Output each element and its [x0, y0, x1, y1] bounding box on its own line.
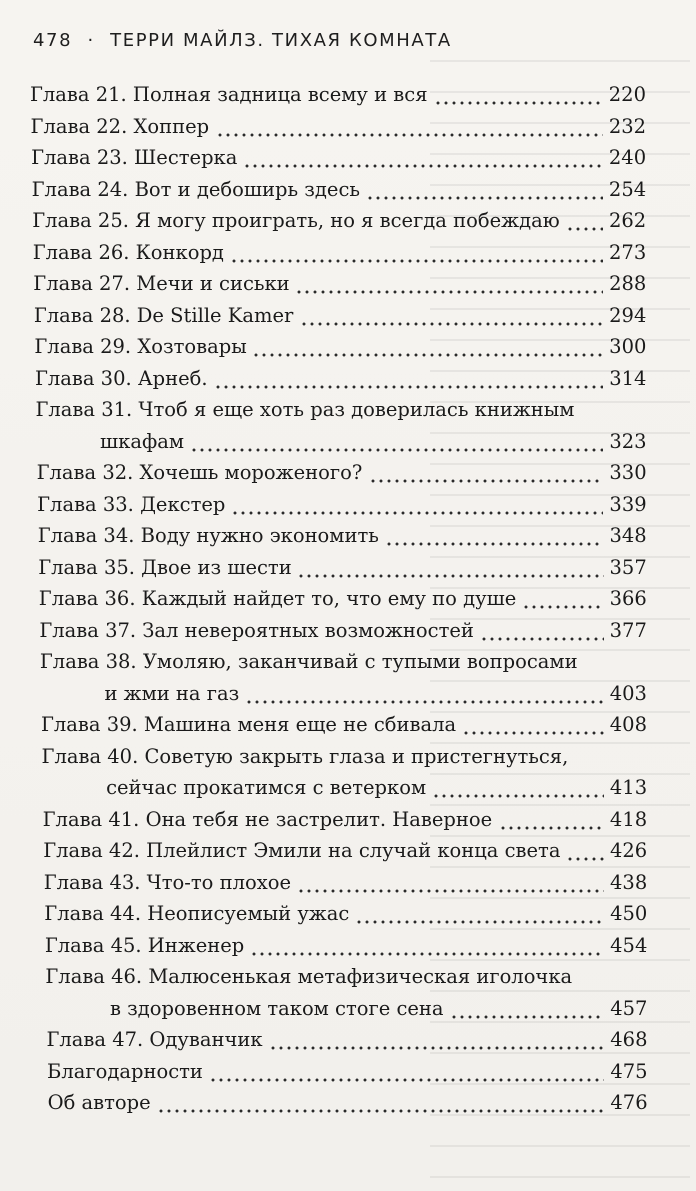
- dot-leader: [190, 448, 603, 452]
- toc-page-number: 330: [609, 461, 647, 484]
- toc-page-number: 294: [609, 303, 647, 327]
- dot-leader: [295, 290, 603, 294]
- toc-entry-title: Глава 40. Советую закрыть глаза и пристегнуться,: [41, 744, 569, 768]
- toc-entry-title: Глава 36. Каждый найдет то, что ему по душе: [38, 587, 517, 610]
- dot-leader: [355, 920, 604, 924]
- toc-page-number: 418: [609, 807, 648, 831]
- toc-page-number: 438: [610, 870, 648, 894]
- toc-entry-title: Глава 31. Чтоб я еще хоть раз доверилась книжным: [35, 398, 575, 421]
- toc-page-number: 377: [609, 618, 647, 642]
- running-title: ТЕРРИ МАЙЛЗ. ТИХАЯ КОМНАТА: [110, 30, 452, 51]
- toc-page-number: 262: [608, 209, 647, 232]
- toc-page-number: 475: [610, 1059, 648, 1083]
- dot-leader: [385, 542, 603, 546]
- toc-entry-title: Глава 28. De Stille Kamer: [33, 303, 294, 327]
- toc-page-number: 408: [609, 713, 647, 736]
- toc-page-number: 413: [609, 776, 648, 799]
- toc-entry-title: Глава 43. Что-то плохое: [43, 870, 292, 894]
- dot-leader: [462, 731, 604, 735]
- toc-entry-title: Глава 46. Малюсенькая метафизическая иголочка: [45, 965, 573, 988]
- toc-entry-title: Глава 42. Плейлист Эмили на случай конца света: [43, 839, 561, 862]
- toc-entry-title: Глава 24. Вот и дебоширь здесь: [31, 177, 360, 201]
- toc-entry-title: Глава 29. Хозтовары: [34, 335, 247, 358]
- toc-entry-title: Глава 41. Она тебя не застрелит. Наверное: [42, 807, 493, 831]
- toc-entry-title: Глава 37. Зал невероятных возможностей: [39, 618, 474, 642]
- toc-entry-title: Об авторе: [47, 1091, 151, 1114]
- dot-leader: [480, 637, 604, 641]
- toc-entry-title-continued: в здоровенном таком стоге сена: [109, 996, 444, 1020]
- toc-entry-title: Глава 47. Одуванчик: [46, 1028, 263, 1051]
- toc-page-number: 357: [609, 555, 647, 579]
- dot-leader: [297, 889, 604, 893]
- toc-entry-title: Глава 26. Конкорд: [32, 240, 224, 264]
- toc-page-number: 254: [608, 177, 647, 201]
- dot-leader: [499, 826, 604, 830]
- toc-page-number: 339: [609, 492, 647, 516]
- dot-leader: [269, 1046, 604, 1050]
- toc-entry-title: Благодарности: [47, 1059, 203, 1083]
- dot-leader: [250, 952, 604, 956]
- dot-leader: [297, 574, 604, 578]
- dot-leader: [522, 605, 604, 609]
- toc-entry-title-continued: и жми на газ: [104, 681, 240, 705]
- toc-entry-title: Глава 44. Неописуемый ужас: [44, 902, 350, 925]
- toc-entry-title: Глава 33. Декстер: [37, 492, 226, 516]
- dot-leader: [231, 511, 603, 515]
- toc-entry-title: Глава 45. Инженер: [44, 933, 245, 957]
- toc-entry-title: Глава 35. Двое из шести: [38, 555, 292, 579]
- toc-entry-title: Глава 23. Шестерка: [31, 146, 238, 169]
- toc-page-number: 454: [610, 933, 648, 957]
- toc-page-number: 348: [609, 524, 647, 547]
- toc-page-number: 366: [609, 587, 647, 610]
- toc-page-number: 314: [609, 366, 647, 390]
- toc-page-number: 450: [610, 902, 648, 925]
- dot-leader: [369, 479, 603, 483]
- dot-leader: [432, 794, 604, 798]
- toc-entry-title: Глава 22. Хоппер: [30, 114, 210, 138]
- toc-page-number: 476: [610, 1091, 648, 1114]
- dot-leader: [243, 164, 603, 168]
- toc-page-number: 457: [610, 996, 648, 1020]
- toc-entry-title: Глава 30. Арнеб.: [34, 366, 208, 390]
- dot-leader: [214, 385, 603, 389]
- dot-leader: [450, 1015, 604, 1019]
- toc-entry-title-continued: шкафам: [100, 429, 185, 453]
- dot-leader: [434, 101, 603, 105]
- dot-leader: [566, 227, 603, 231]
- header-separator: ·: [87, 30, 95, 51]
- dot-leader: [245, 700, 604, 704]
- dot-leader: [230, 259, 603, 263]
- toc-entry-title: Глава 21. Полная задница всему и вся: [30, 83, 428, 106]
- toc-entry-title: Глава 34. Воду нужно экономить: [37, 524, 379, 547]
- toc-entry-title: Глава 27. Мечи и сиськи: [33, 272, 290, 295]
- toc-page-number: 300: [609, 335, 647, 358]
- toc-page-number: 220: [608, 83, 646, 106]
- toc-page-number: 426: [609, 839, 648, 862]
- toc-page-number: 288: [609, 272, 647, 295]
- toc-entry-title: Глава 38. Умоляю, заканчивай с тупыми вопросами: [39, 650, 578, 673]
- dot-leader: [366, 196, 603, 200]
- dot-leader: [566, 857, 604, 861]
- dot-leader: [252, 353, 603, 357]
- page-number: 478: [33, 30, 73, 51]
- dot-leader: [157, 1109, 604, 1113]
- toc-entry-title: Глава 32. Хочешь мороженого?: [36, 461, 363, 484]
- toc-page-number: 468: [610, 1028, 648, 1051]
- dot-leader: [300, 322, 603, 326]
- toc-page-number: 273: [609, 240, 647, 264]
- dot-leader: [216, 133, 603, 137]
- toc-page-number: 403: [609, 681, 647, 705]
- toc-page-number: 323: [609, 429, 647, 453]
- toc-page-number: 232: [608, 114, 647, 138]
- toc-entry-title: Глава 39. Машина меня еще не сбивала: [41, 713, 457, 736]
- dot-leader: [209, 1078, 604, 1082]
- toc-page-number: 240: [608, 146, 647, 169]
- toc-entry-title: Глава 25. Я могу проиграть, но я всегда побеждаю: [32, 209, 560, 232]
- toc-entry-title-continued: сейчас прокатимся с ветерком: [106, 776, 427, 799]
